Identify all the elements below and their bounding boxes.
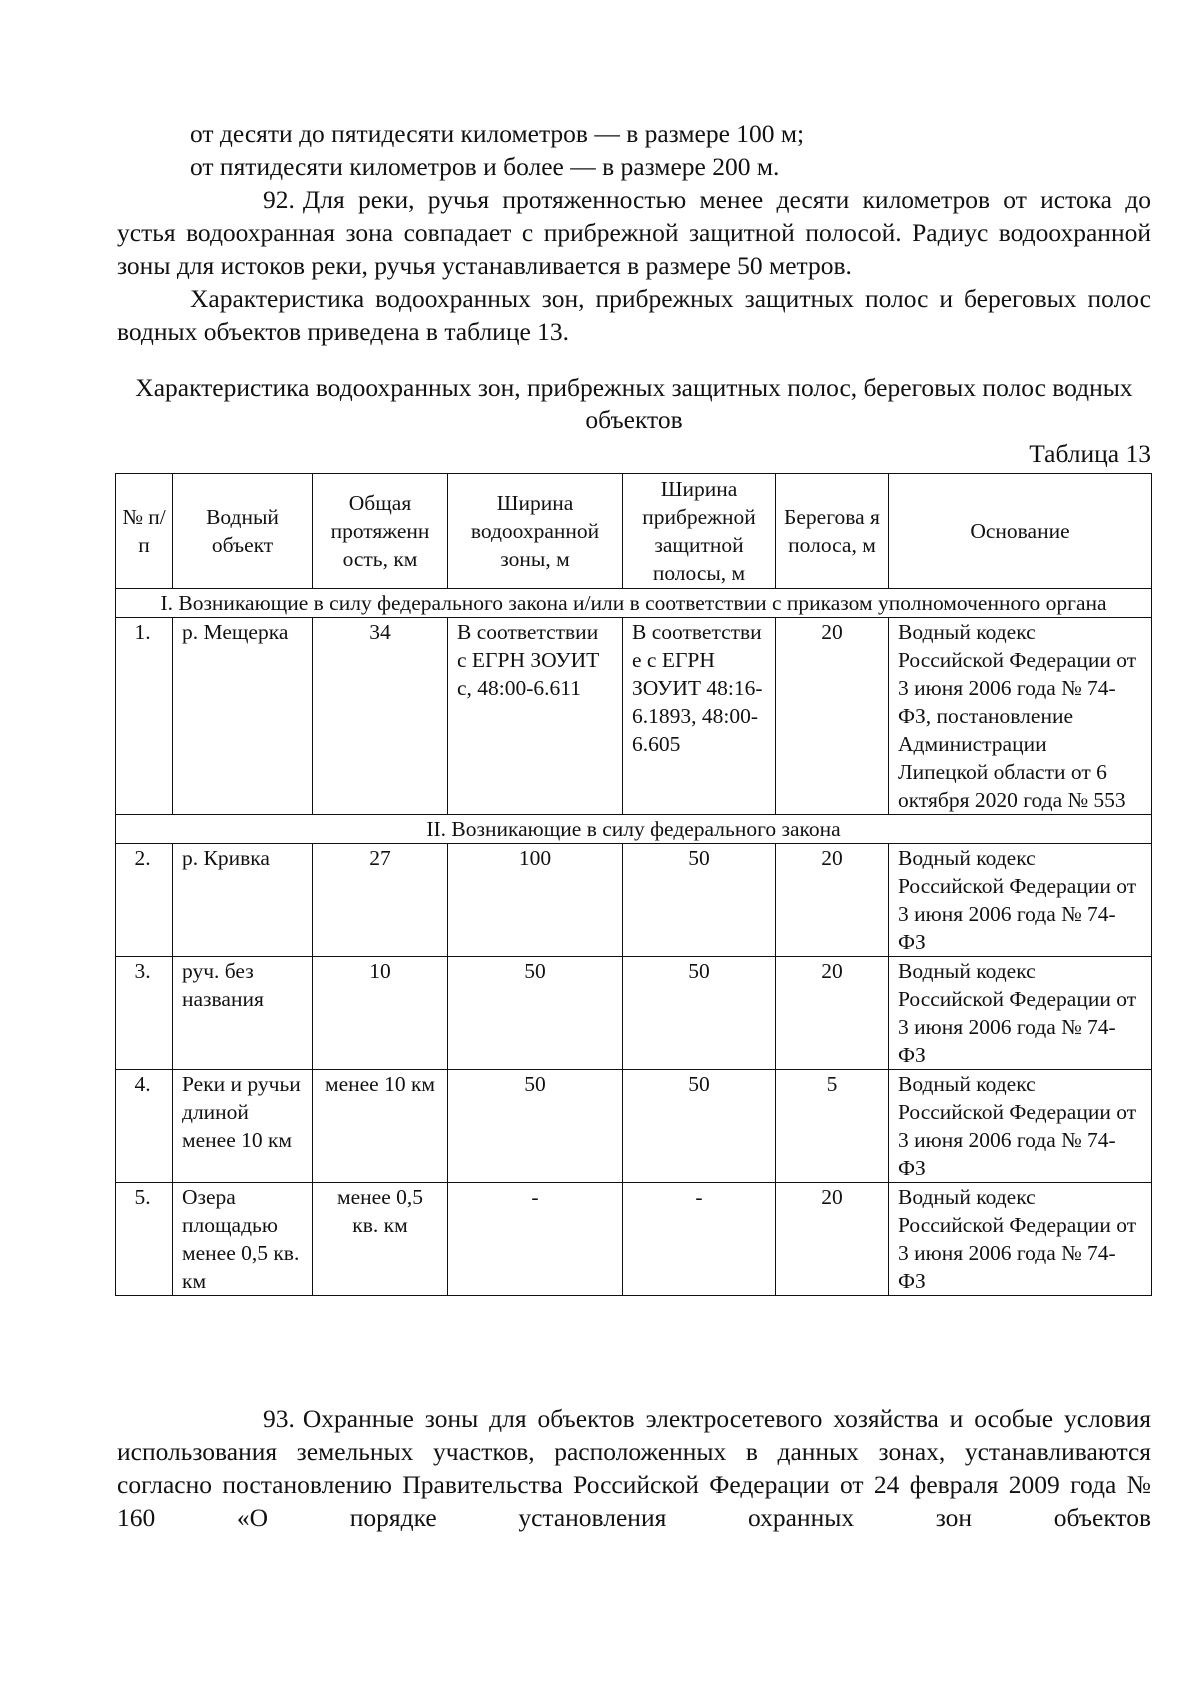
table-header-row [116,474,1152,589]
header-basis: Основание [889,474,1152,589]
header-object: Водный объект [173,474,313,589]
cell-wpz: В соответствии с ЕГРН ЗОУИТ с, 48:00-6.611 [448,618,623,815]
cell-wpz: 50 [448,1070,623,1183]
header-wpz: Ширина водоохранной зоны, м [448,474,623,589]
table-title: Характеристика водоохранных зон, прибрежных защитных полос, береговых полос водных объектов [135,373,1133,434]
cell-num: 3. [116,957,173,1070]
cell-length: 34 [313,618,448,815]
cell-num: 1. [116,618,173,815]
paragraph-93-number: 93. [263,1404,295,1433]
cell-basis: Водный кодекс Российской Федерации от 3 июня 2006 года № 74-ФЗ [889,1070,1152,1183]
section-1-title: I. Возникающие в силу федерального закона и/или в соответствии с приказом уполномоченного органа [116,589,1152,618]
cell-wpz: 100 [448,844,623,957]
cell-object: Реки и ручьи длиной менее 10 км [173,1070,313,1183]
paragraph-table-reference: Характеристика водоохранных зон, прибрежных защитных полос и береговых полос водных объектов приведена в таблице 13. [117,284,1151,346]
header-length: Общая протяженн ость, км [313,474,448,589]
cell-wpz: - [448,1183,623,1296]
section-2-title: II. Возникающие в силу федерального закона [116,815,1152,844]
cell-object: р. Мещерка [173,618,313,815]
cell-pzp: 50 [623,1070,776,1183]
paragraph-92 [117,183,1151,282]
header-shore: Берегова я полоса, м [776,474,889,589]
cell-num: 4. [116,1070,173,1183]
water-zones-table [115,473,1152,1296]
cell-shore: 20 [776,844,889,957]
table-row [116,844,1152,957]
cell-object: р. Кривка [173,844,313,957]
cell-num: 2. [116,844,173,957]
cell-pzp: - [623,1183,776,1296]
outro-text [117,1402,1151,1534]
cell-length: 10 [313,957,448,1070]
cell-pzp: 50 [623,844,776,957]
header-num: № п/п [116,474,173,589]
cell-num: 5. [116,1183,173,1296]
cell-object: руч. без названия [173,957,313,1070]
cell-wpz: 50 [448,957,623,1070]
header-pzp: Ширина прибрежной защитной полосы, м [623,474,776,589]
table-row [116,618,1152,815]
paragraph-distance-50-plus: от пятидесяти километров и более — в размере 200 м. [190,152,780,181]
cell-shore: 5 [776,1070,889,1183]
section-row [116,589,1152,618]
cell-object: Озера площадью менее 0,5 кв. км [173,1183,313,1296]
paragraph-92-text: Для реки, ручья протяженностью менее десяти километров от истока до устья водоохранная зона совпадает с прибрежной защитной полосой. Радиус водоохранной зоны для истоков реки, ручья устанавливается в размере 50 метров. [117,185,1151,280]
cell-basis: Водный кодекс Российской Федерации от 3 июня 2006 года № 74-ФЗ, постановление Администрации Липецкой области от 6 октября 2020 года № 553 [889,618,1152,815]
paragraph-93 [117,1402,1151,1534]
paragraph-distance-10-50: от десяти до пятидесяти километров — в размере 100 м; [190,119,805,148]
cell-shore: 20 [776,618,889,815]
table-row [116,1070,1152,1183]
cell-basis: Водный кодекс Российской Федерации от 3 июня 2006 года № 74-ФЗ [889,844,1152,957]
table-label: Таблица 13 [1029,439,1151,468]
section-row [116,815,1152,844]
cell-length: менее 10 км [313,1070,448,1183]
cell-length: 27 [313,844,448,957]
table-row [116,1183,1152,1296]
table-row [116,957,1152,1070]
paragraph-93-text: Охранные зоны для объектов электросетевого хозяйства и особые условия использования земельных участков, расположенных в данных зонах, устанавливаются согласно постановлению Правительства Российской Федерации от 24 февраля 2009 года № 160 «О порядке установления охранных зон объектов [117,1404,1151,1532]
paragraph-92-number: 92. [263,185,295,214]
cell-basis: Водный кодекс Российской Федерации от 3 июня 2006 года № 74-ФЗ [889,957,1152,1070]
cell-shore: 20 [776,957,889,1070]
cell-basis: Водный кодекс Российской Федерации от 3 июня 2006 года № 74-ФЗ [889,1183,1152,1296]
cell-shore: 20 [776,1183,889,1296]
cell-length: менее 0,5 кв. км [313,1183,448,1296]
cell-pzp: В соответстви е с ЕГРН ЗОУИТ 48:16-6.1893, 48:00-6.605 [623,618,776,815]
cell-pzp: 50 [623,957,776,1070]
intro-text [117,117,1151,348]
